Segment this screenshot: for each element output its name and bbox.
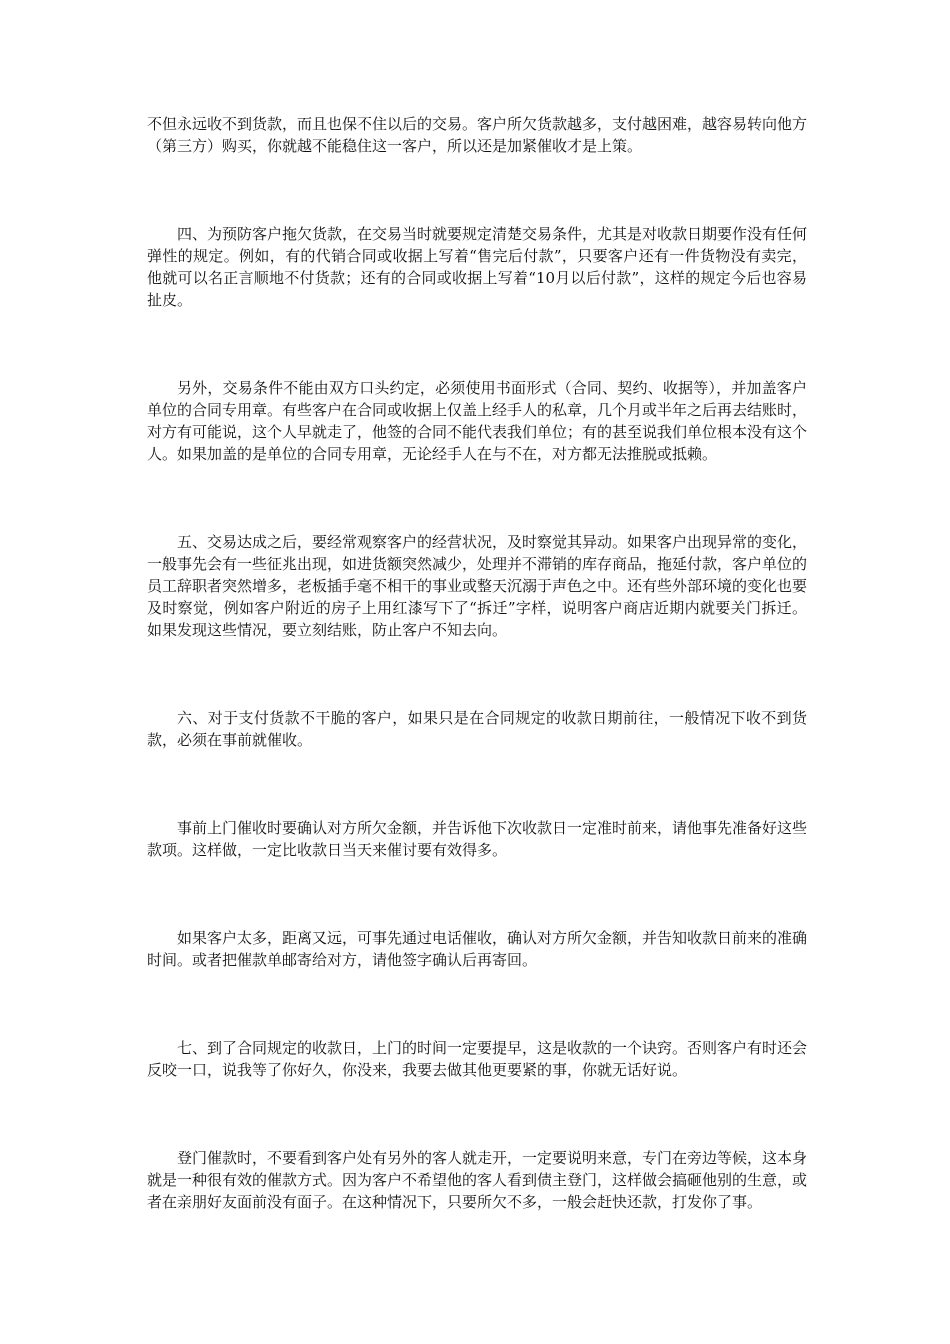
paragraph: 如果客户太多，距离又远，可事先通过电话催收，确认对方所欠金额，并告知收款日前来的准确时间。或者把催款单邮寄给对方，请他签字确认后再寄回。 xyxy=(147,929,808,969)
document-body xyxy=(147,113,807,1279)
paragraph: 登门催款时，不要看到客户处有另外的客人就走开，一定要说明来意，专门在旁边等候，这本身就是一种很有效的催款方式。因为客户不希望他的客人看到债主登门，这样做会搞砸他别的生意，或者在亲朋好友面前没有面子。在这种情况下，只要所欠不多，一般会赶快还款，打发你了事。 xyxy=(147,1149,808,1211)
paragraph: 四、为预防客户拖欠货款，在交易当时就要规定清楚交易条件，尤其是对收款日期要作没有任何弹性的规定。例如，有的代销合同或收据上写着“售完后付款”，只要客户还有一件货物没有卖完，他就可以名正言顺地不付货款；还有的合同或收据上写着“10月以后付款”，这样的规定今后也容易扯皮。 xyxy=(147,225,808,309)
paragraph: 不但永远收不到货款，而且也保不住以后的交易。客户所欠货款越多，支付越困难，越容易转向他方（第三方）购买，你就越不能稳住这一客户，所以还是加紧催收才是上策。 xyxy=(147,115,808,155)
paragraph: 七、到了合同规定的收款日，上门的时间一定要提早，这是收款的一个诀窍。否则客户有时还会反咬一口，说我等了你好久，你没来，我要去做其他更要紧的事，你就无话好说。 xyxy=(147,1039,808,1079)
paragraph: 五、交易达成之后，要经常观察客户的经营状况，及时察觉其异动。如果客户出现异常的变化，一般事先会有一些征兆出现，如进货额突然减少，处理并不滞销的库存商品，拖延付款，客户单位的员工辞职者突然增多，老板插手毫不相干的事业或整天沉溺于声色之中。还有些外部环境的变化也要及时察觉，例如客户附近的房子上用红漆写下了“拆迁”字样，说明客户商店近期内就要关门拆迁。如果发现这些情况，要立刻结账，防止客户不知去向。 xyxy=(147,533,808,639)
paragraph: 事前上门催收时要确认对方所欠金额，并告诉他下次收款日一定准时前来，请他事先准备好这些款项。这样做，一定比收款日当天来催讨要有效得多。 xyxy=(147,819,808,859)
paragraph: 六、对于支付货款不干脆的客户，如果只是在合同规定的收款日期前往，一般情况下收不到货款，必须在事前就催收。 xyxy=(147,709,807,749)
paragraph: 另外，交易条件不能由双方口头约定，必须使用书面形式（合同、契约、收据等），并加盖客户单位的合同专用章。有些客户在合同或收据上仅盖上经手人的私章，几个月或半年之后再去结账时，对方有可能说，这个人早就走了，他签的合同不能代表我们单位；有的甚至说我们单位根本没有这个人。如果加盖的是单位的合同专用章，无论经手人在与不在，对方都无法推脱或抵赖。 xyxy=(147,379,808,463)
